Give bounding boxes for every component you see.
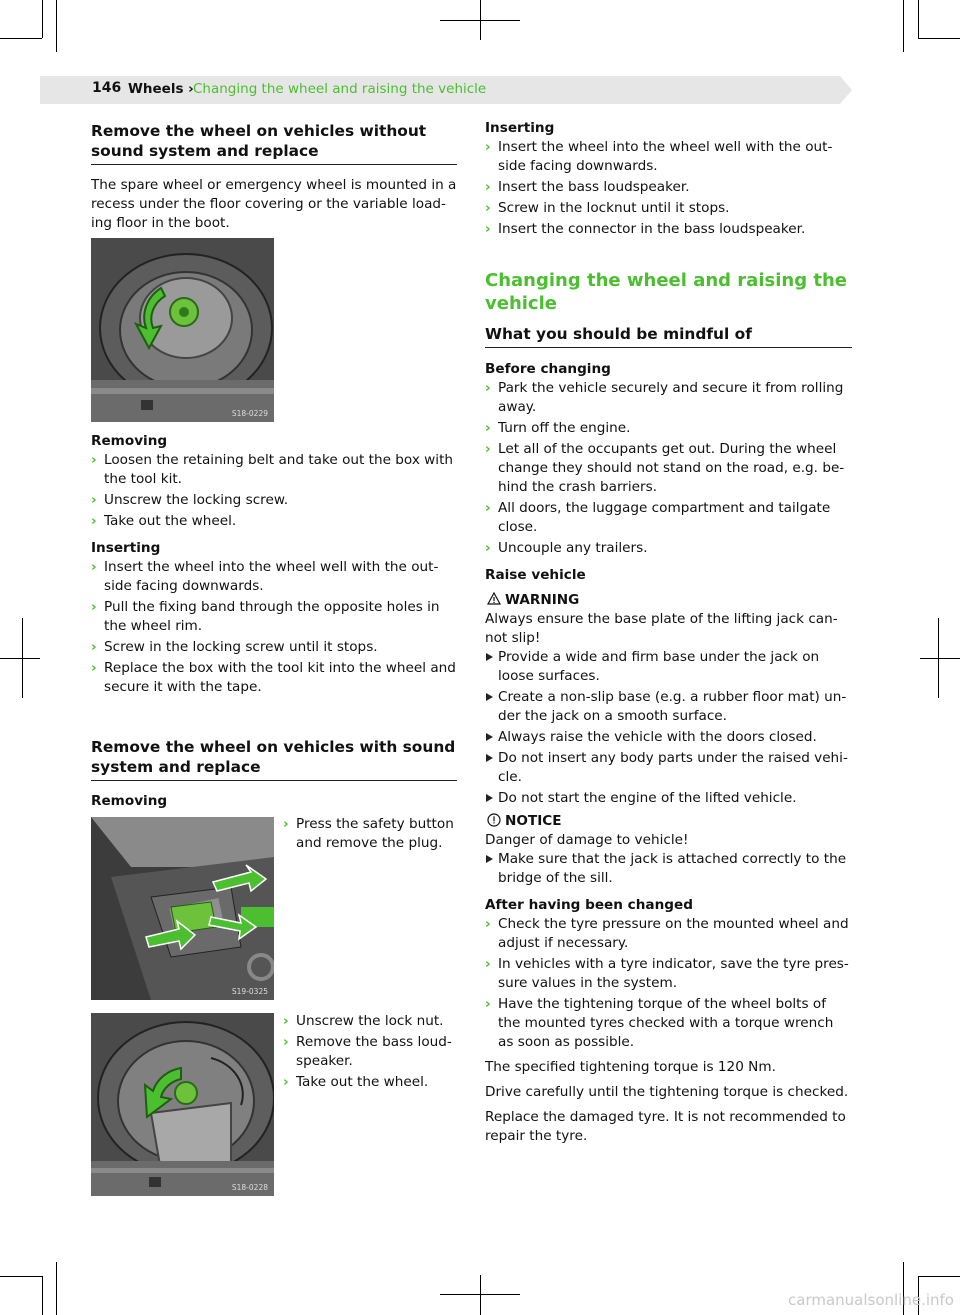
crop-mark: [918, 1276, 960, 1277]
before-label: Before changing: [485, 361, 611, 377]
mindful-title: What you should be mindful of: [485, 324, 852, 348]
list-item: › Have the tightening torque of the wheel bolts of the mounted tyres checked with a torque wrench as soon as possible.: [485, 996, 834, 1050]
list-item: Provide a wide and firm base under the jack on loose surfaces.: [485, 648, 852, 686]
drive-paragraph: Drive carefully until the tightening torque is checked.: [485, 1084, 849, 1100]
warning-title: WARNING: [505, 592, 580, 608]
raise-label: Raise vehicle: [485, 567, 586, 583]
inserting-list: [91, 558, 457, 697]
spare-wheel-illustration: [91, 238, 274, 422]
list-item: › Unscrew the locking screw.: [91, 492, 289, 508]
list-item: › Uncouple any trailers.: [485, 540, 648, 556]
crop-mark: [0, 658, 40, 659]
list-item: › Loosen the retaining belt and take out the box with the tool kit.: [91, 452, 454, 487]
figure-code: S18-0228: [231, 1183, 268, 1192]
crop-mark: [0, 38, 42, 39]
crop-mark: [0, 1276, 42, 1277]
inserting-label: Inserting: [91, 540, 161, 556]
crop-mark: [42, 1276, 43, 1315]
list-item: › Unscrew the lock nut.: [283, 1013, 444, 1029]
header-section: Wheels ›: [128, 81, 194, 97]
watermark: carmanualsonline.info: [788, 1291, 954, 1309]
list-item: › Screw in the locking screw until it stops.: [91, 639, 378, 655]
list-item: Create a non-slip base (e.g. a rubber floor mat) un-der the jack on a smooth surface.: [485, 688, 852, 726]
list-item: › Remove the bass loud-speaker.: [283, 1034, 452, 1069]
list-item: Always raise the vehicle with the doors closed.: [485, 728, 852, 747]
list-item: › In vehicles with a tyre indicator, save the tyre pres-sure values in the system.: [485, 956, 849, 991]
left-column: [91, 121, 457, 233]
list-item: › Insert the wheel into the wheel well with the out-side facing downwards.: [485, 139, 833, 174]
before-list: [485, 379, 852, 558]
left-column-steps: [91, 432, 457, 699]
after-label: After having been changed: [485, 897, 693, 913]
crop-mark: [56, 1262, 57, 1315]
notice-list: [485, 850, 852, 888]
notice-text: Danger of damage to vehicle!: [485, 832, 689, 848]
crop-mark: [480, 1275, 481, 1315]
inserting-list-right: [485, 138, 852, 239]
warning-text: Always ensure the base plate of the lifting jack can-not slip!: [485, 611, 838, 646]
section-sound-heading: [91, 737, 457, 811]
bass-loudspeaker-illustration: [91, 1013, 274, 1196]
removing-list: [91, 451, 457, 531]
warning-icon: [487, 592, 501, 605]
warning-box: [485, 591, 852, 808]
after-list: [485, 915, 852, 1052]
list-item: › Screw in the locknut until it stops.: [485, 200, 730, 216]
removing-label: Removing: [91, 433, 168, 449]
notice-box: [485, 812, 852, 888]
list-item: › All doors, the luggage compartment and tailgate close.: [485, 500, 831, 535]
crop-mark: [480, 0, 481, 40]
removing-label-2: Removing: [91, 793, 168, 809]
figure-bass-loudspeaker: [91, 1013, 274, 1196]
crop-mark: [56, 0, 57, 52]
list-item: Do not start the engine of the lifted vehicle.: [485, 789, 852, 808]
list-item: › Insert the bass loudspeaker.: [485, 179, 690, 195]
list-item: Do not insert any body parts under the raised vehi-cle.: [485, 749, 852, 787]
figure-spare-wheel: [91, 238, 274, 422]
list-item: › Take out the wheel.: [283, 1074, 429, 1090]
list-item: › Insert the connector in the bass loudspeaker.: [485, 221, 806, 237]
list-item: › Turn off the engine.: [485, 420, 631, 436]
crop-mark: [918, 38, 960, 39]
crop-mark: [22, 618, 23, 698]
crop-mark: [42, 0, 43, 38]
list-item: › Check the tyre pressure on the mounted wheel and adjust if necessary.: [485, 916, 849, 951]
list-item: › Press the safety button and remove the plug.: [283, 816, 454, 851]
section-title-with-sound: Remove the wheel on vehicles with sound system and replace: [91, 737, 457, 781]
header-subsection: Changing the wheel and raising the vehicle: [193, 81, 487, 97]
section-title-without-sound: Remove the wheel on vehicles without sound system and replace: [91, 121, 457, 165]
list-item: › Pull the fixing band through the opposite holes in the wheel rim.: [91, 599, 440, 634]
crop-mark: [903, 0, 904, 52]
warning-list: [485, 648, 852, 808]
figure-code: S19-0325: [231, 987, 268, 996]
crop-mark: [938, 618, 939, 698]
notice-icon: [487, 813, 501, 827]
list-item: › Replace the box with the tool kit into the wheel and secure it with the tape.: [91, 660, 456, 695]
list-item: Make sure that the jack is attached correctly to the bridge of the sill.: [485, 850, 852, 888]
figure1-steps: [283, 815, 459, 855]
notice-title: NOTICE: [505, 813, 562, 829]
chapter-title: Changing the wheel and raising the vehicle: [485, 270, 847, 314]
list-item: › Take out the wheel.: [91, 513, 237, 529]
torque-paragraph: The specified tightening torque is 120 Nm.: [485, 1059, 776, 1075]
safety-button-illustration: [91, 817, 274, 1000]
intro-paragraph: The spare wheel or emergency wheel is mounted in a recess under the floor covering or the variable load-ing floor in the boot.: [91, 177, 457, 231]
replace-paragraph: Replace the damaged tyre. It is not recommended to repair the tyre.: [485, 1109, 846, 1144]
figure2-steps: [283, 1012, 459, 1094]
figure-code: S18-0229: [231, 409, 268, 418]
list-item: › Let all of the occupants get out. During the wheel change they should not stand on the road, e.g. be-hind the crash barriers.: [485, 441, 845, 495]
right-column: [485, 119, 852, 1146]
list-item: › Insert the wheel into the wheel well with the out-side facing downwards.: [91, 559, 439, 594]
figure-safety-button: [91, 817, 274, 1000]
crop-mark: [920, 658, 960, 659]
crop-mark: [918, 0, 919, 38]
page-number: 146: [92, 80, 122, 96]
inserting-label-right: Inserting: [485, 120, 555, 136]
list-item: › Park the vehicle securely and secure it from rolling away.: [485, 380, 844, 415]
